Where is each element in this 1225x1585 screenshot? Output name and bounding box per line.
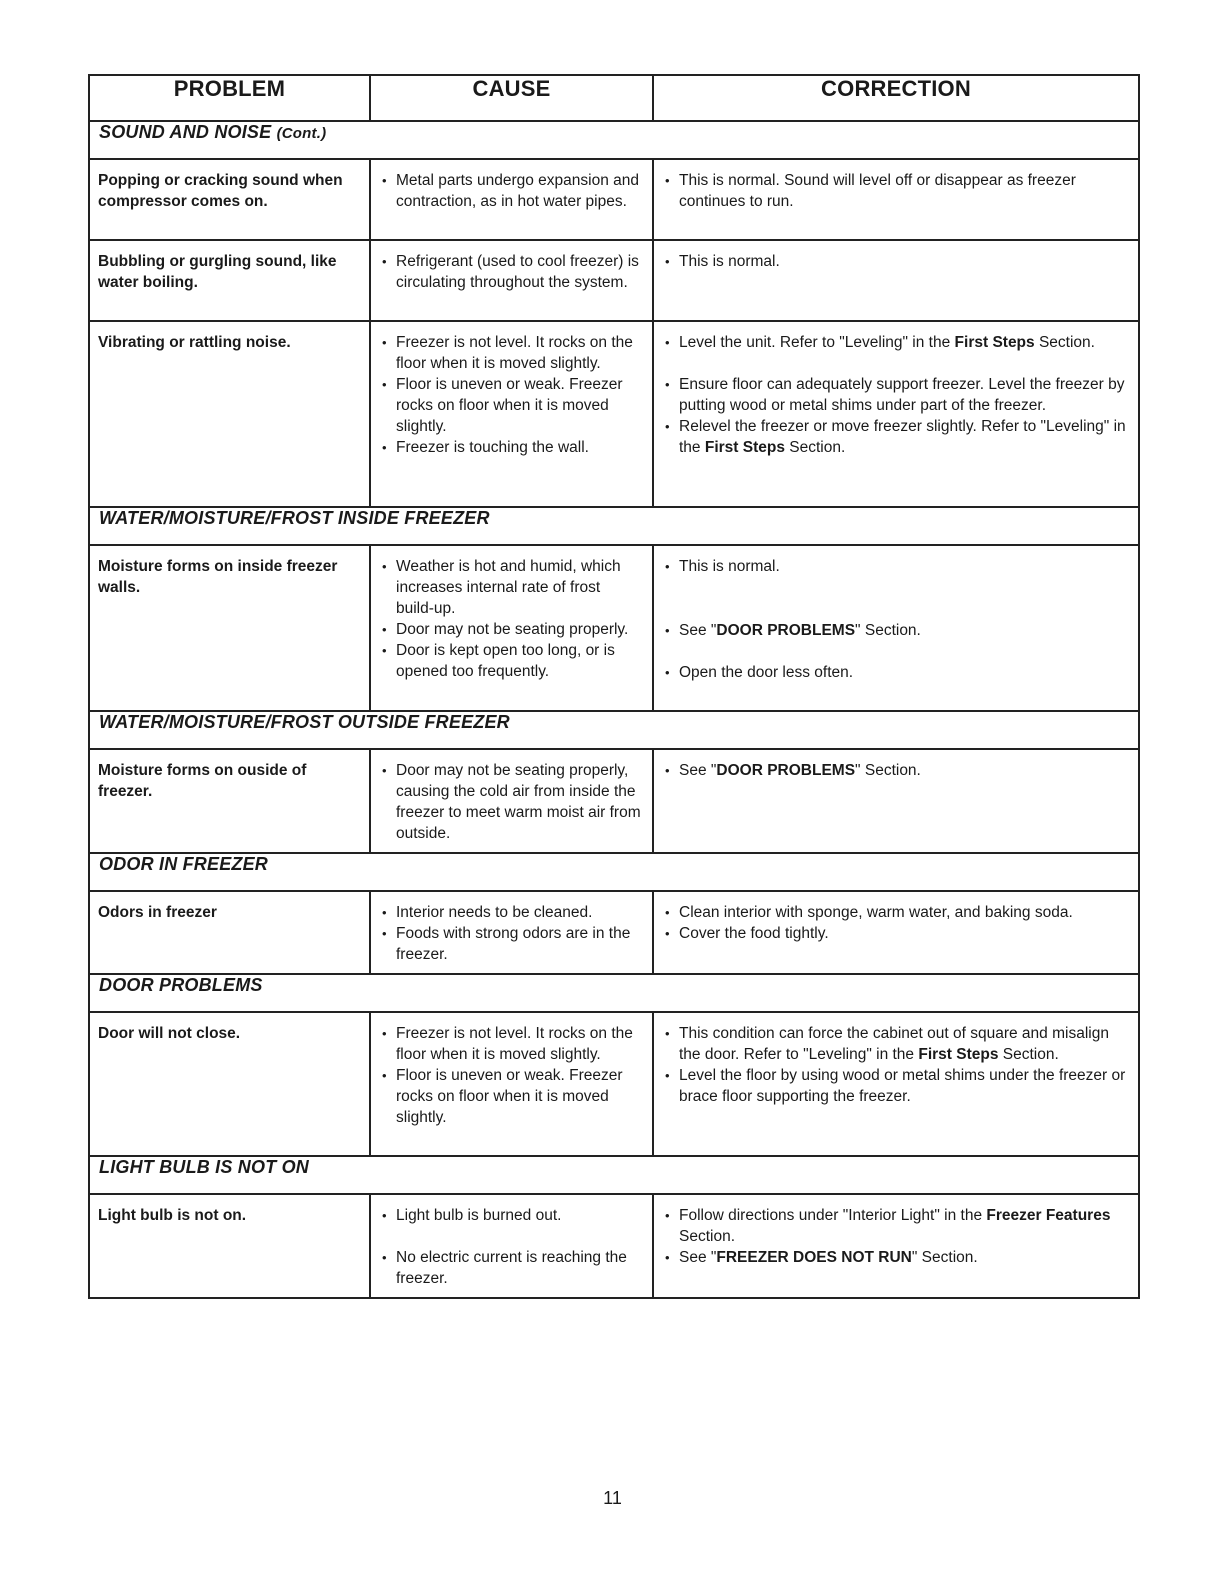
correction-emphasis: DOOR PROBLEMS [716,622,856,639]
correction-emphasis: FREEZER DOES NOT RUN [716,1249,912,1266]
section-heading-sound [89,121,1139,159]
correction-cell [653,1194,1139,1298]
correction-text: See " [679,1249,717,1266]
correction-emphasis: Freezer Features [986,1207,1111,1224]
correction-text: " Section. [911,1249,978,1266]
problem-cell: Moisture forms on inside freezer walls. [89,545,370,711]
table-row [89,1194,1139,1298]
correction-column-header: CORRECTION [653,75,1139,121]
correction-text: Level the unit. Refer to "Leveling" in the [679,334,955,351]
problem-cell: Vibrating or rattling noise. [89,321,370,507]
problem-cell: Popping or cracking sound when compressor comes on. [89,159,370,240]
header-row [89,75,1139,121]
correction-text: Follow directions under "Interior Light" in the [679,1207,987,1224]
section-row [89,711,1139,749]
correction-item [662,1205,1128,1247]
correction-emphasis: DOOR PROBLEMS [716,762,856,779]
table-row [89,749,1139,853]
problem-cell: Light bulb is not on. [89,1194,370,1298]
correction-item: • This is normal. Sound will level off or disappear as freezer continues to run. [662,170,1128,212]
correction-item: • Cover the food tightly. [662,923,1128,944]
problem-cell: Odors in freezer [89,891,370,974]
cause-item: • Freezer is touching the wall. [379,437,642,458]
correction-item: • Ensure floor can adequately support freezer. Level the freezer by putting wood or metal shims under part of the freezer. [662,374,1128,416]
cause-item: • Freezer is not level. It rocks on the floor when it is moved slightly. [379,1023,642,1065]
section-row [89,507,1139,545]
cause-column-header: CAUSE [370,75,653,121]
correction-item [662,416,1128,458]
correction-text: This condition can force the cabinet out of square and misalign the door. Refer to "Leveling" in the [679,1025,1109,1063]
cause-item: • Metal parts undergo expansion and contraction, as in hot water pipes. [379,170,642,212]
correction-item [662,1247,1128,1268]
correction-item: • Level the floor by using wood or metal shims under the freezer or brace floor supporting the freezer. [662,1065,1128,1107]
correction-item: • This is normal. [662,556,1128,577]
cause-item: • Door may not be seating properly. [379,619,642,640]
cause-item: • No electric current is reaching the freezer. [379,1247,642,1289]
cause-cell [370,1012,653,1156]
cause-item: • Foods with strong odors are in the freezer. [379,923,642,965]
cause-item: • Light bulb is burned out. [379,1205,642,1226]
section-heading-outside: WATER/MOISTURE/FROST OUTSIDE FREEZER [89,711,1139,749]
correction-cell [653,159,1139,240]
cause-cell [370,321,653,507]
table-row [89,545,1139,711]
cause-item: • Door is kept open too long, or is opened too frequently. [379,640,642,682]
section-suffix: (Cont.) [276,125,327,142]
cause-cell [370,891,653,974]
correction-item: • Clean interior with sponge, warm water, and baking soda. [662,902,1128,923]
correction-text: Section. [1034,334,1095,351]
correction-text: Relevel the freezer or move freezer slightly. Refer to "Leveling" in the [679,418,1126,456]
problem-cell: Bubbling or gurgling sound, like water boiling. [89,240,370,321]
correction-item [662,1023,1128,1065]
correction-cell [653,1012,1139,1156]
problem-cell: Door will not close. [89,1012,370,1156]
section-heading-door: DOOR PROBLEMS [89,974,1139,1012]
table-row [89,240,1139,321]
cause-item: • Interior needs to be cleaned. [379,902,642,923]
correction-cell [653,545,1139,711]
section-heading-inside: WATER/MOISTURE/FROST INSIDE FREEZER [89,507,1139,545]
cause-cell [370,749,653,853]
problem-column-header: PROBLEM [89,75,370,121]
correction-item [662,760,1128,781]
section-row [89,1156,1139,1194]
correction-text: See " [679,622,717,639]
correction-text: " Section. [855,622,921,639]
correction-cell [653,321,1139,507]
correction-emphasis: First Steps [918,1046,999,1063]
correction-item [662,620,1128,641]
table-row [89,1012,1139,1156]
cause-item: • Floor is uneven or weak. Freezer rocks on floor when it is moved slightly. [379,1065,642,1128]
correction-text: Section. [998,1046,1059,1063]
cause-item: • Refrigerant (used to cool freezer) is circulating throughout the system. [379,251,642,293]
page-number: 11 [603,1488,622,1508]
table-row [89,159,1139,240]
correction-cell [653,891,1139,974]
correction-emphasis: First Steps [704,439,785,456]
cause-cell [370,545,653,711]
table-row [89,321,1139,507]
problem-cell: Moisture forms on ouside of freezer. [89,749,370,853]
cause-cell [370,159,653,240]
section-title: SOUND AND NOISE [99,122,272,142]
correction-text: Section. [784,439,846,456]
section-row [89,121,1139,159]
table-row [89,891,1139,974]
correction-text: " Section. [855,762,921,779]
correction-text: Section. [679,1228,736,1245]
cause-item: • Door may not be seating properly, causing the cold air from inside the freezer to meet warm moist air from outside. [379,760,642,844]
cause-item: • Floor is uneven or weak. Freezer rocks on floor when it is moved slightly. [379,374,642,437]
correction-emphasis: First Steps [954,334,1035,351]
section-row [89,974,1139,1012]
section-row [89,853,1139,891]
correction-item: • This is normal. [662,251,1128,272]
correction-cell [653,240,1139,321]
correction-cell [653,749,1139,853]
cause-cell [370,1194,653,1298]
correction-item: • Open the door less often. [662,662,1128,683]
correction-item [662,332,1128,353]
cause-cell [370,240,653,321]
cause-item: • Freezer is not level. It rocks on the floor when it is moved slightly. [379,332,642,374]
correction-text: See " [679,762,717,779]
cause-item: • Weather is hot and humid, which increases internal rate of frost build-up. [379,556,642,619]
troubleshooting-table [88,74,1140,1299]
section-heading-odor: ODOR IN FREEZER [89,853,1139,891]
section-heading-light: LIGHT BULB IS NOT ON [89,1156,1139,1194]
